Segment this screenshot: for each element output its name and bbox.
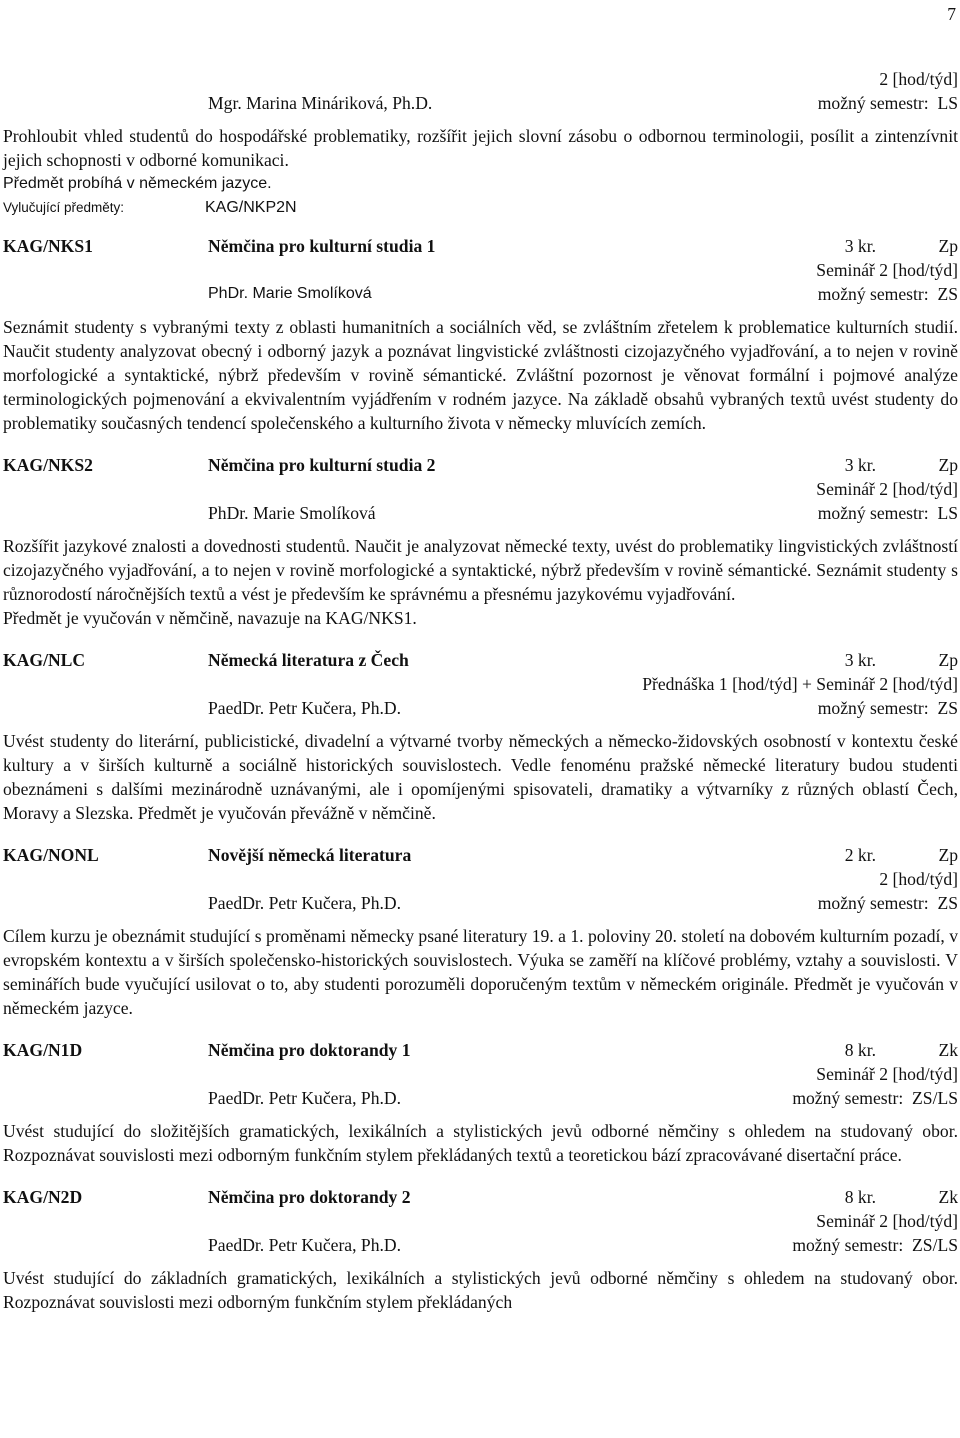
course-header <box>3 648 958 672</box>
course-term: Zp <box>938 845 958 865</box>
course-header <box>3 1038 958 1062</box>
exclusive-courses <box>3 196 958 222</box>
course-meta-row <box>3 91 958 115</box>
course-term: Zp <box>938 650 958 670</box>
course-entry <box>3 843 958 1020</box>
semester-value: ZS/LS <box>912 1088 958 1108</box>
course-code: KAG/N2D <box>3 1187 83 1207</box>
semester-label: možný semestr: <box>817 284 929 304</box>
course-entry <box>3 1185 958 1314</box>
course-description: Uvést studující do základních gramatických, lexikálních a stylistických jevů odborné němčiny s ohledem na studovaný obor. Rozpoznávat souvislosti mezi odborným funkčním stylem překládaných <box>3 1268 958 1312</box>
course-header <box>3 234 958 258</box>
course-code: KAG/NLC <box>3 650 86 670</box>
course-credits: 8 kr. <box>844 1187 876 1207</box>
course-name: Němčina pro doktorandy 1 <box>208 1040 411 1060</box>
semester-value: LS <box>937 503 958 523</box>
lecturer: PaedDr. Petr Kučera, Ph.D. <box>208 1088 401 1108</box>
course-term: Zp <box>938 455 958 475</box>
semester-value: ZS/LS <box>912 1235 958 1255</box>
course-code: KAG/N1D <box>3 1040 83 1060</box>
course-credits: 3 kr. <box>844 650 876 670</box>
course-term: Zk <box>938 1187 958 1207</box>
course-catalog <box>3 67 958 1314</box>
semester-label: možný semestr: <box>817 698 929 718</box>
semester-label: možný semestr: <box>817 893 929 913</box>
course-name: Novější německá literatura <box>208 845 412 865</box>
course-continuation <box>3 67 958 222</box>
lecturer: PhDr. Marie Smolíková <box>208 285 372 302</box>
course-hours: Seminář 2 [hod/týd] <box>816 260 958 280</box>
course-credits: 2 kr. <box>844 845 876 865</box>
course-hours: 2 [hod/týd] <box>879 869 958 889</box>
course-entry <box>3 648 958 825</box>
course-entry <box>3 1038 958 1167</box>
course-term: Zp <box>938 236 958 256</box>
course-description: Seznámit studenty s vybranými texty z oblasti humanitních a sociálních věd, se zvláštním zřetelem k problematice kulturních studií. Naučit studenty analyzovat obecný i odborný jazyk a poznávat lingvistické zvláštnosti cizojazyčného vyjadřování, a to nejen v rovině morfologické a syntaktické, nýbrž především v rovině sémantické. Zvláštní pozornost je věnovat formální i pojmové analýze terminologických pojmenování a ekvivalentním vyjádřením v rodném jazyce. Na základě obsahů vybraných textů uvést studenty do problematiky současných tendencí společenského a kulturního života v německy mluvících zemích. <box>3 317 958 433</box>
semester-value: ZS <box>937 893 958 913</box>
course-hours: Seminář 2 [hod/týd] <box>816 479 958 499</box>
course-code: KAG/NONL <box>3 845 99 865</box>
course-name: Němčina pro kulturní studia 2 <box>208 455 436 475</box>
semester-value: ZS <box>937 284 958 304</box>
course-credits: 3 kr. <box>844 236 876 256</box>
semester <box>818 696 958 720</box>
course-code: KAG/NKS2 <box>3 455 93 475</box>
lecturer: PaedDr. Petr Kučera, Ph.D. <box>208 698 401 718</box>
lecturer: PhDr. Marie Smolíková <box>208 503 376 523</box>
semester <box>818 501 958 525</box>
course-name: Německá literatura z Čech <box>208 650 409 670</box>
page-number: 7 <box>947 4 956 24</box>
course-description: Uvést studenty do literární, publicistické, divadelní a výtvarné tvorby německých a německo-židovských osobností v kontextu české kultury a v širších kulturně a sociálně historických souvislostech. Vedle fenoménu pražské německé literatury budou studenti obeznámeni s dalšími mezinárodně uznávanými, ale i opomíjenými spisovateli, dramatiky a výtvarníky z různých oblastí Čech, Moravy a Slezska. Předmět je vyučován převážně v němčině. <box>3 731 958 823</box>
course-header <box>3 1185 958 1209</box>
course-term: Zk <box>938 1040 958 1060</box>
course-meta-row <box>3 282 958 306</box>
semester-label: možný semestr: <box>817 503 929 523</box>
course-hours: 2 [hod/týd] <box>879 69 958 89</box>
exclusive-value: KAG/NKP2N <box>205 199 297 216</box>
course-description: Uvést studující do složitějších gramatických, lexikálních a stylistických jevů odborné němčiny s ohledem na studovaný obor. Rozpoznávat souvislosti mezi odborným funkčním stylem překládaných textů a teoretickou bází zpracovávané disertační práce. <box>3 1121 958 1165</box>
course-header <box>3 453 958 477</box>
semester-label: možný semestr: <box>792 1235 904 1255</box>
course-entry <box>3 234 958 435</box>
course-meta-row <box>3 1233 958 1257</box>
semester <box>818 282 958 306</box>
course-meta-row <box>3 1086 958 1110</box>
course-note: Předmět je vyučován v němčině, navazuje na KAG/NKS1. <box>3 608 417 628</box>
course-entry <box>3 453 958 630</box>
course-hours: Seminář 2 [hod/týd] <box>816 1211 958 1231</box>
course-hours: Seminář 2 [hod/týd] <box>816 1064 958 1084</box>
lecturer: PaedDr. Petr Kučera, Ph.D. <box>208 893 401 913</box>
semester-label: možný semestr: <box>817 93 929 113</box>
course-description: Prohloubit vhled studentů do hospodářské problematiky, rozšířit jejich slovní zásobu o odbornou terminologii, posílit a zintenzívnit jejich schopnosti v odborné komunikaci. <box>3 126 958 170</box>
course-credits: 8 kr. <box>844 1040 876 1060</box>
semester <box>792 1233 958 1257</box>
exclusive-label: Vylučující předměty: <box>3 200 125 215</box>
course-hours: Přednáška 1 [hod/týd] + Seminář 2 [hod/týd] <box>642 674 958 694</box>
lecturer: Mgr. Marina Mináriková, Ph.D. <box>208 93 433 113</box>
semester <box>818 91 958 115</box>
course-meta-row <box>3 501 958 525</box>
lecturer: PaedDr. Petr Kučera, Ph.D. <box>208 1235 401 1255</box>
course-name: Němčina pro doktorandy 2 <box>208 1187 411 1207</box>
course-note: Předmět probíhá v německém jazyce. <box>3 175 272 192</box>
course-header <box>3 843 958 867</box>
course-description: Cílem kurzu je obeznámit studující s proměnami německy psané literatury 19. a 1. poloviny 20. století na dobovém kulturním pozadí, v evropském kontextu a v širších společensko-historických souvislostech. Výuka se zaměří na klíčové problémy, vztahy a souvislosti. V seminářích bude vyučující usilovat o to, aby studenti porozuměli doporučeným textům v německém originále. Předmět je vyučován v německém jazyce. <box>3 926 958 1018</box>
course-meta-row <box>3 891 958 915</box>
course-code: KAG/NKS1 <box>3 236 93 256</box>
course-credits: 3 kr. <box>844 455 876 475</box>
semester <box>792 1086 958 1110</box>
course-meta-row <box>3 696 958 720</box>
semester-value: LS <box>937 93 958 113</box>
semester <box>818 891 958 915</box>
semester-label: možný semestr: <box>792 1088 904 1108</box>
semester-value: ZS <box>937 698 958 718</box>
course-name: Němčina pro kulturní studia 1 <box>208 236 436 256</box>
course-description: Rozšířit jazykové znalosti a dovednosti studentů. Naučit je analyzovat německé texty, uvést do problematiky lingvistických zvláštností cizojazyčného vyjadřování, a to nejen v rovině morfologické a syntaktické, nýbrž především v rovině sémantické. Seznámit studenty s různorodostí náročnějších textů a vést je především ke správnému a přesnému jazykovému vyjadřování. <box>3 536 958 604</box>
